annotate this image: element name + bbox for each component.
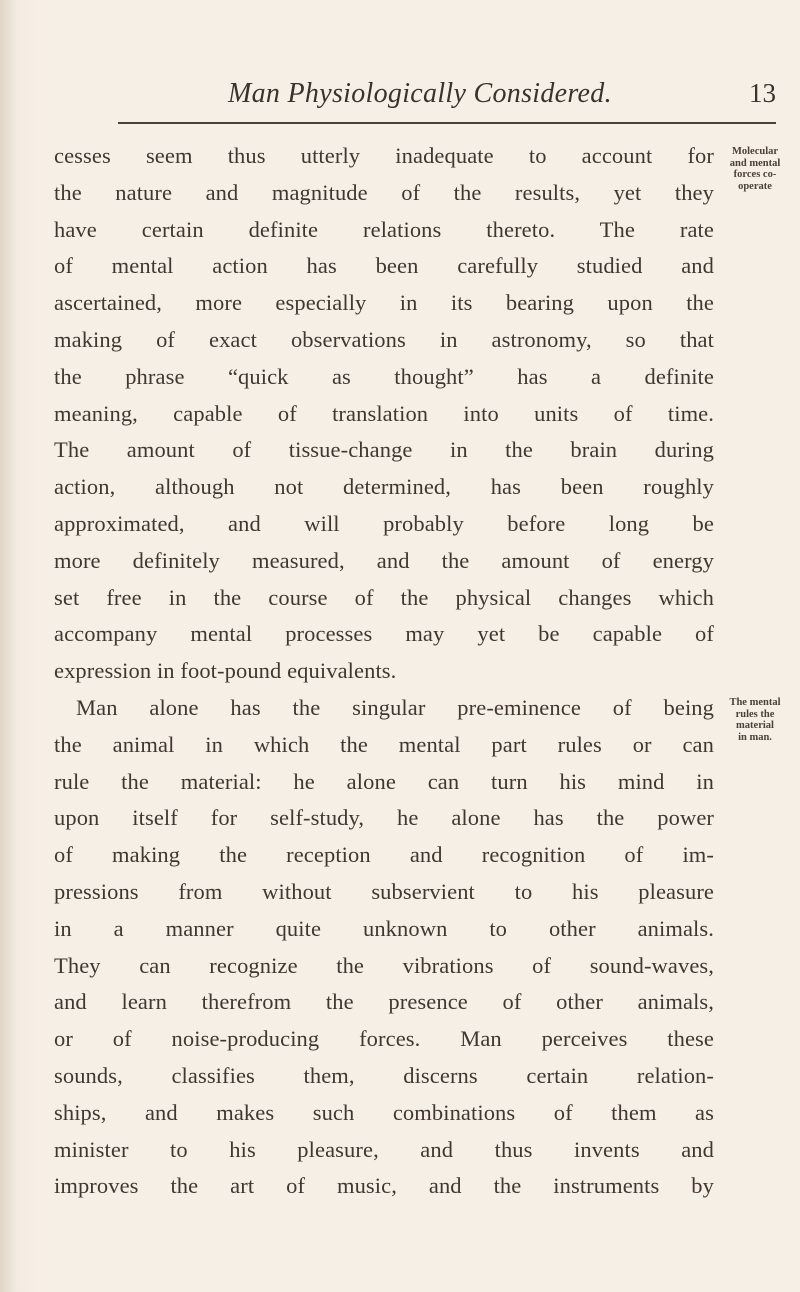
text-line: action, although not determined, has been roughly [54,474,714,500]
page-header [118,78,776,118]
text-line: meaning, capable of translation into units of time. [54,400,714,426]
text-line: The amount of tissue-change in the brain during [54,437,714,463]
running-title: Man Physiologically Considered. [228,78,612,109]
sidenote-line: operate [738,180,772,192]
text-line: ships, and makes such combinations of them as [54,1099,714,1125]
sidenote-line: forces co- [733,169,777,180]
text-line: ascertained, more especially in its bearing upon the [54,290,714,316]
text-line: They can recognize the vibrations of sound-waves, [54,952,714,978]
body-text [54,138,714,1205]
text-line: making of exact observations in astronomy, so that [54,326,714,352]
text-line: expression in foot-pound equivalents. [54,658,397,684]
text-line: the nature and magnitude of the results, yet they [54,179,714,205]
text-line: accompany mental processes may yet be capable of [54,621,714,647]
page-number: 13 [749,78,776,108]
sidenote-line: The mental [729,697,781,708]
text-line: or of noise-producing forces. Man perceives these [54,1026,714,1052]
text-line: in a manner quite unknown to other animals. [54,915,714,941]
sidenote-mental-rules [720,697,790,743]
text-line: upon itself for self-study, he alone has the power [54,805,714,831]
sidenote-line: material [736,720,774,731]
text-line: of making the reception and recognition of im- [54,842,714,868]
text-line: rule the material: he alone can turn his mind in [54,768,714,794]
text-line: improves the art of music, and the instruments by [54,1173,714,1199]
sidenote-line: Molecular [731,146,779,157]
text-line: pressions from without subservient to his pleasure [54,878,714,904]
text-line: the phrase “quick as thought” has a definite [54,363,714,389]
header-rule [118,122,776,124]
text-line: the animal in which the mental part rules or can [54,731,714,757]
sidenote-line: in man. [738,731,772,743]
sidenote-line: and mental [729,157,781,169]
text-line: and learn therefrom the presence of other animals, [54,989,714,1015]
text-line: Man alone has the singular pre-eminence of being [76,694,714,720]
text-line: of mental action has been carefully studied and [54,253,714,279]
text-line: cesses seem thus utterly inadequate to account for [54,143,714,168]
text-line: set free in the course of the physical changes which [54,584,714,610]
sidenote-molecular-forces [720,146,790,192]
text-line: have certain definite relations thereto. The rate [54,216,714,242]
sidenote-line: rules the [735,708,775,720]
text-line: minister to his pleasure, and thus invents and [54,1136,714,1162]
text-line: approximated, and will probably before long be [54,510,714,536]
text-line: sounds, classifies them, discerns certain relation- [54,1062,714,1088]
text-line: more definitely measured, and the amount of energy [54,547,714,573]
